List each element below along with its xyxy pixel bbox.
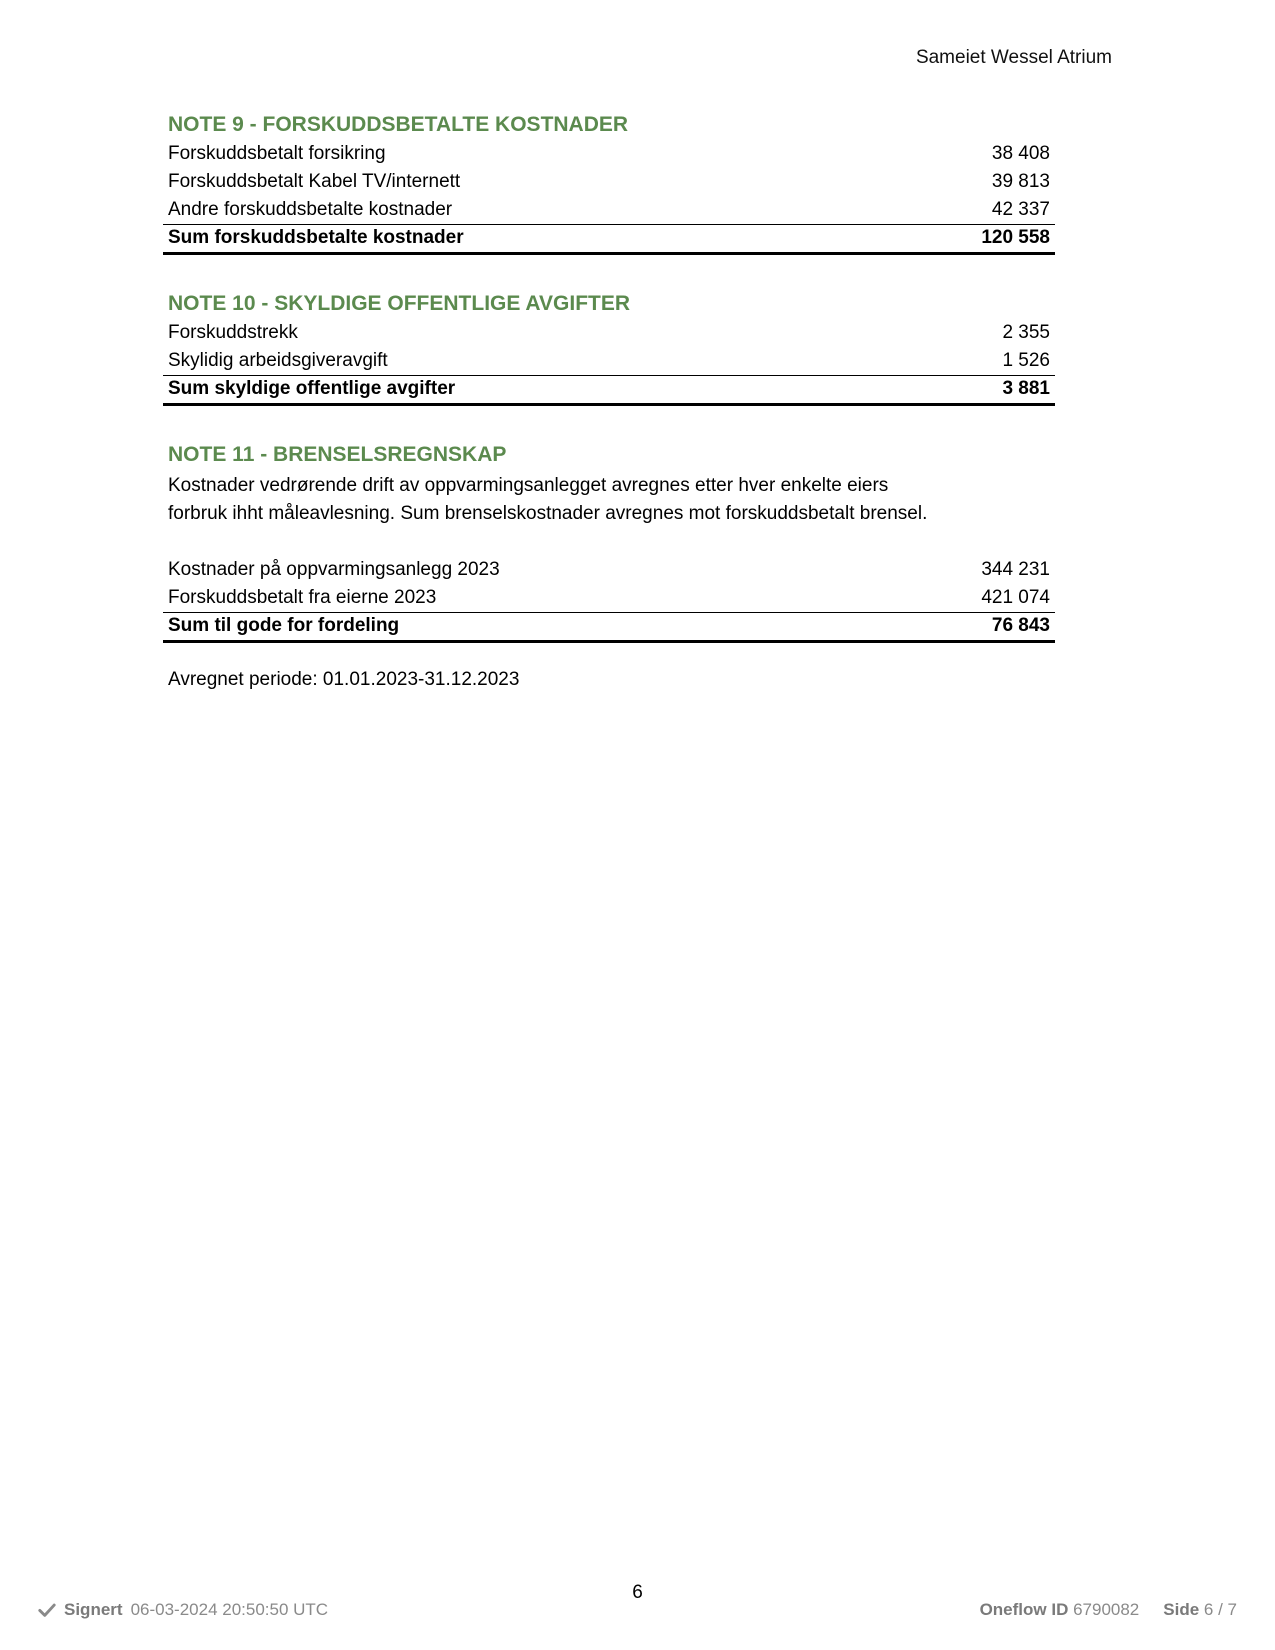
sum-label: Sum skyldige offentlige avgifter bbox=[168, 378, 456, 399]
table-row bbox=[163, 319, 1055, 347]
document-header: Sameiet Wessel Atrium bbox=[915, 47, 1112, 68]
page-number: 6 bbox=[632, 1582, 643, 1603]
side-value: 6 / 7 bbox=[1203, 1600, 1237, 1619]
table-row bbox=[163, 347, 1055, 375]
oneflow-label: Oneflow ID bbox=[979, 1600, 1069, 1619]
row-label: Forskuddsbetalt fra eierne 2023 bbox=[168, 587, 437, 608]
oneflow-id bbox=[980, 1600, 1140, 1620]
row-label: Skylidig arbeidsgiveravgift bbox=[168, 350, 388, 371]
check-icon bbox=[38, 1601, 56, 1619]
table-row bbox=[163, 584, 1055, 612]
row-label: Forskuddsbetalt Kabel TV/internett bbox=[168, 171, 461, 192]
row-value: 39 813 bbox=[991, 171, 1050, 192]
note-10-title: NOTE 10 - SKYLDIGE OFFENTLIGE AVGIFTER bbox=[168, 292, 631, 315]
document-body bbox=[163, 110, 1055, 691]
table-row bbox=[163, 168, 1055, 196]
row-value: 38 408 bbox=[991, 143, 1050, 164]
row-value: 2 355 bbox=[1002, 322, 1050, 343]
note-9-title: NOTE 9 - FORSKUDDSBETALTE KOSTNADER bbox=[168, 113, 629, 136]
signed-timestamp: 06-03-2024 20:50:50 UTC bbox=[130, 1600, 329, 1619]
table-row bbox=[163, 556, 1055, 584]
table-row bbox=[163, 140, 1055, 168]
oneflow-value: 6790082 bbox=[1073, 1600, 1140, 1619]
row-label: Andre forskuddsbetalte kostnader bbox=[168, 199, 453, 220]
note-11-paragraph bbox=[163, 472, 968, 528]
paragraph-line: forbruk ihht måleavlesning. Sum brenselskostnader avregnes mot forskuddsbetalt brensel. bbox=[168, 503, 928, 524]
footer-meta bbox=[980, 1600, 1237, 1620]
sum-value: 120 558 bbox=[981, 227, 1050, 248]
row-label: Kostnader på oppvarmingsanlegg 2023 bbox=[168, 559, 500, 580]
row-value: 1 526 bbox=[1002, 350, 1050, 371]
sum-value: 76 843 bbox=[991, 615, 1050, 636]
signature-footer bbox=[38, 1600, 1237, 1624]
signed-label: Signert bbox=[64, 1600, 123, 1619]
signed-status bbox=[38, 1600, 328, 1620]
sum-row bbox=[163, 224, 1055, 255]
sum-value: 3 881 bbox=[1002, 378, 1050, 399]
sum-row bbox=[163, 375, 1055, 406]
row-value: 344 231 bbox=[981, 559, 1050, 580]
side-label: Side bbox=[1163, 1600, 1200, 1619]
row-label: Forskuddsbetalt forsikring bbox=[168, 143, 386, 164]
table-row bbox=[163, 196, 1055, 224]
side-indicator bbox=[1163, 1600, 1237, 1620]
row-value: 42 337 bbox=[991, 199, 1050, 220]
sum-label: Sum til gode for fordeling bbox=[168, 615, 400, 636]
row-value: 421 074 bbox=[981, 587, 1050, 608]
settlement-period: Avregnet periode: 01.01.2023-31.12.2023 bbox=[168, 669, 520, 690]
sum-row bbox=[163, 612, 1055, 643]
note-11-title: NOTE 11 - BRENSELSREGNSKAP bbox=[168, 443, 507, 466]
row-label: Forskuddstrekk bbox=[168, 322, 298, 343]
paragraph-line: Kostnader vedrørende drift av oppvarmingsanlegget avregnes etter hver enkelte eiers bbox=[168, 475, 889, 496]
sum-label: Sum forskuddsbetalte kostnader bbox=[168, 227, 464, 248]
